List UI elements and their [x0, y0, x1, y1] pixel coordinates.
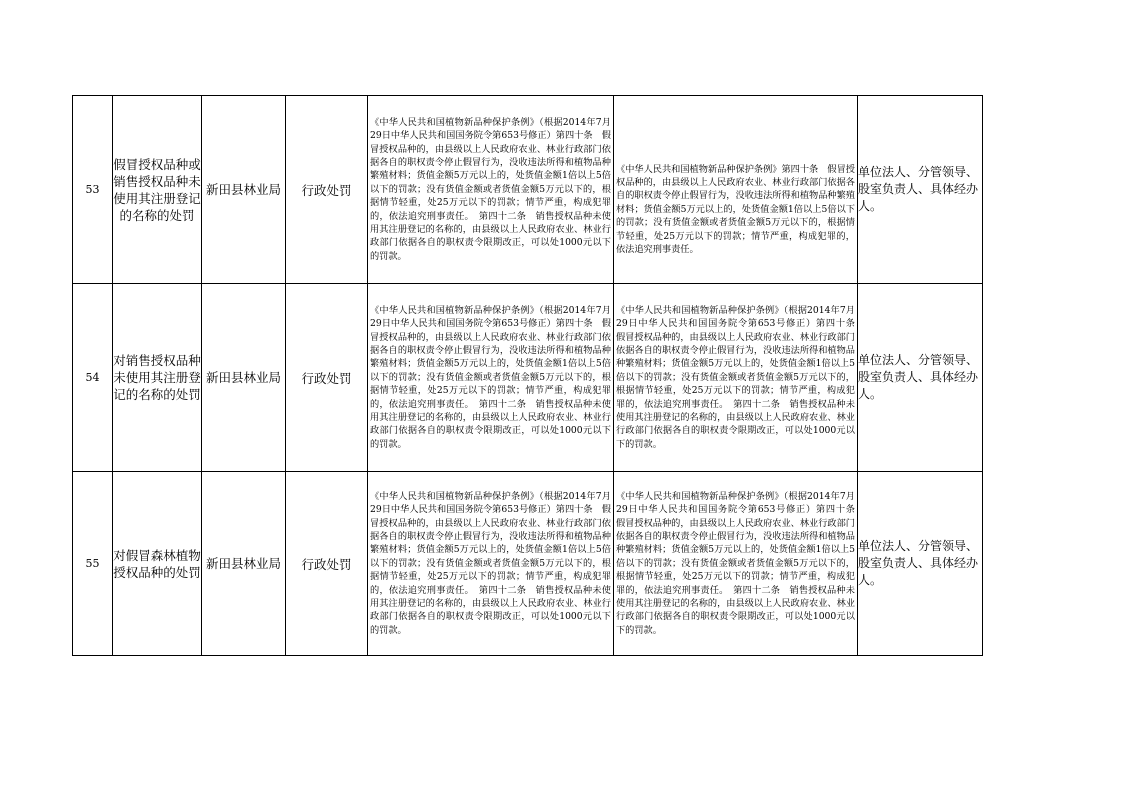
legal-basis-cell: [368, 284, 614, 472]
responsibility-basis-cell: [614, 284, 865, 472]
legal-basis: 《中华人民共和国植物新品种保护条例》（根据2014年7月29日中华人民共和国国务院令第653号修正）第四十条 假冒授权品种的，由县级以上人民政府农业、林业行政部门依据各自的职权责令停止假冒行为，没收违法所得和植物品种繁殖材料；货值金额5万元以上的，处货值金额1倍以上5倍以下的罚款；没有货值金额或者货值金额5万元以下的，根据情节轻重，处25万元以下的罚款；情节严重，构成犯罪的，依法追究刑事责任。 第四十二条 销售授权品种未使用其注册登记的名称的，由县级以上人民政府农业、林业行政部门依据各自的职权责令限期改正，可以处1000元以下的罚款。: [370, 116, 611, 262]
power-type: 行政处罚: [286, 472, 368, 656]
row-number: 53: [73, 96, 113, 284]
legal-basis: 《中华人民共和国植物新品种保护条例》（根据2014年7月29日中华人民共和国国务院令第653号修正）第四十条 假冒授权品种的，由县级以上人民政府农业、林业行政部门依据各自的职权责令停止假冒行为，没收违法所得和植物品种繁殖材料；货值金额5万元以上的，处货值金额1倍以上5倍以下的罚款；没有货值金额或者货值金额5万元以下的，根据情节轻重，处25万元以下的罚款；情节严重，构成犯罪的，依法追究刑事责任。 第四十二条 销售授权品种未使用其注册登记的名称的，由县级以上人民政府农业、林业行政部门依据各自的职权责令限期改正，可以处1000元以下的罚款。: [370, 490, 611, 636]
responsibility-basis: 《中华人民共和国植物新品种保护条例》第四十条 假冒授权品种的，由县级以上人民政府农业、林业行政部门依据各自的职权责令停止假冒行为，没收违法所得和植物品种繁殖材料；货值金额5万元以上的，处货值金额1倍以上5倍以下的罚款；没有货值金额或者货值金额5万元以下的，根据情节轻重，处25万元以下的罚款；情节严重，构成犯罪的，依法追究刑事责任。: [616, 163, 855, 256]
responsibility-basis: 《中华人民共和国植物新品种保护条例》（根据2014年7月29日中华人民共和国国务院令第653号修正）第四十条 假冒授权品种的，由县级以上人民政府农业、林业行政部门依据各自的职权责令停止假冒行为，没收违法所得和植物品种繁殖材料；货值金额5万元以上的，处货值金额1倍以上5倍以下的罚款；没有货值金额或者货值金额5万元以下的，根据情节轻重，处25万元以下的罚款；情节严重，构成犯罪的，依法追究刑事责任。 第四十二条 销售授权品种未使用其注册登记的名称的，由县级以上人民政府农业、林业行政部门依据各自的职权责令限期改正，可以处1000元以下的罚款。: [616, 304, 865, 450]
row-number: 55: [73, 472, 113, 656]
responsibility-basis: 《中华人民共和国植物新品种保护条例》（根据2014年7月29日中华人民共和国国务院令第653号修正）第四十条 假冒授权品种的，由县级以上人民政府农业、林业行政部门依据各自的职权责令停止假冒行为，没收违法所得和植物品种繁殖材料；货值金额5万元以上的，处货值金额1倍以上5倍以下的罚款；没有货值金额或者货值金额5万元以下的，根据情节轻重，处25万元以下的罚款；情节严重，构成犯罪的，依法追究刑事责任。 第四十二条 销售授权品种未使用其注册登记的名称的，由县级以上人民政府农业、林业行政部门依据各自的职权责令限期改正，可以处1000元以下的罚款。: [616, 490, 865, 636]
power-type: 行政处罚: [286, 284, 368, 472]
legal-basis-cell: [368, 96, 614, 284]
department: 新田县林业局: [202, 284, 286, 472]
responsible-persons: 单位法人、分管领导、股室负责人、具体经办人。: [858, 284, 983, 472]
responsible-persons: 单位法人、分管领导、股室负责人、具体经办人。: [858, 472, 983, 656]
penalty-table: [72, 95, 983, 656]
item-name: 假冒授权品种或销售授权品种未使用其注册登记的名称的处罚: [113, 96, 202, 284]
department: 新田县林业局: [202, 96, 286, 284]
responsible-persons: 单位法人、分管领导、股室负责人、具体经办人。: [858, 96, 983, 284]
responsibility-basis-cell: [614, 472, 865, 656]
legal-basis-cell: [368, 472, 614, 656]
table-row: [73, 284, 983, 472]
responsibility-basis-cell: [614, 96, 858, 284]
table-row: [73, 472, 983, 656]
department: 新田县林业局: [202, 472, 286, 656]
item-name: 对销售授权品种未使用其注册登记的名称的处罚: [113, 284, 202, 472]
legal-basis: 《中华人民共和国植物新品种保护条例》（根据2014年7月29日中华人民共和国国务院令第653号修正）第四十条 假冒授权品种的，由县级以上人民政府农业、林业行政部门依据各自的职权责令停止假冒行为，没收违法所得和植物品种繁殖材料；货值金额5万元以上的，处货值金额1倍以上5倍以下的罚款；没有货值金额或者货值金额5万元以下的，根据情节轻重，处25万元以下的罚款；情节严重，构成犯罪的，依法追究刑事责任。 第四十二条 销售授权品种未使用其注册登记的名称的，由县级以上人民政府农业、林业行政部门依据各自的职权责令限期改正，可以处1000元以下的罚款。: [370, 304, 611, 450]
power-type: 行政处罚: [286, 96, 368, 284]
item-name: 对假冒森林植物授权品种的处罚: [113, 472, 202, 656]
table-row: [73, 96, 983, 284]
row-number: 54: [73, 284, 113, 472]
